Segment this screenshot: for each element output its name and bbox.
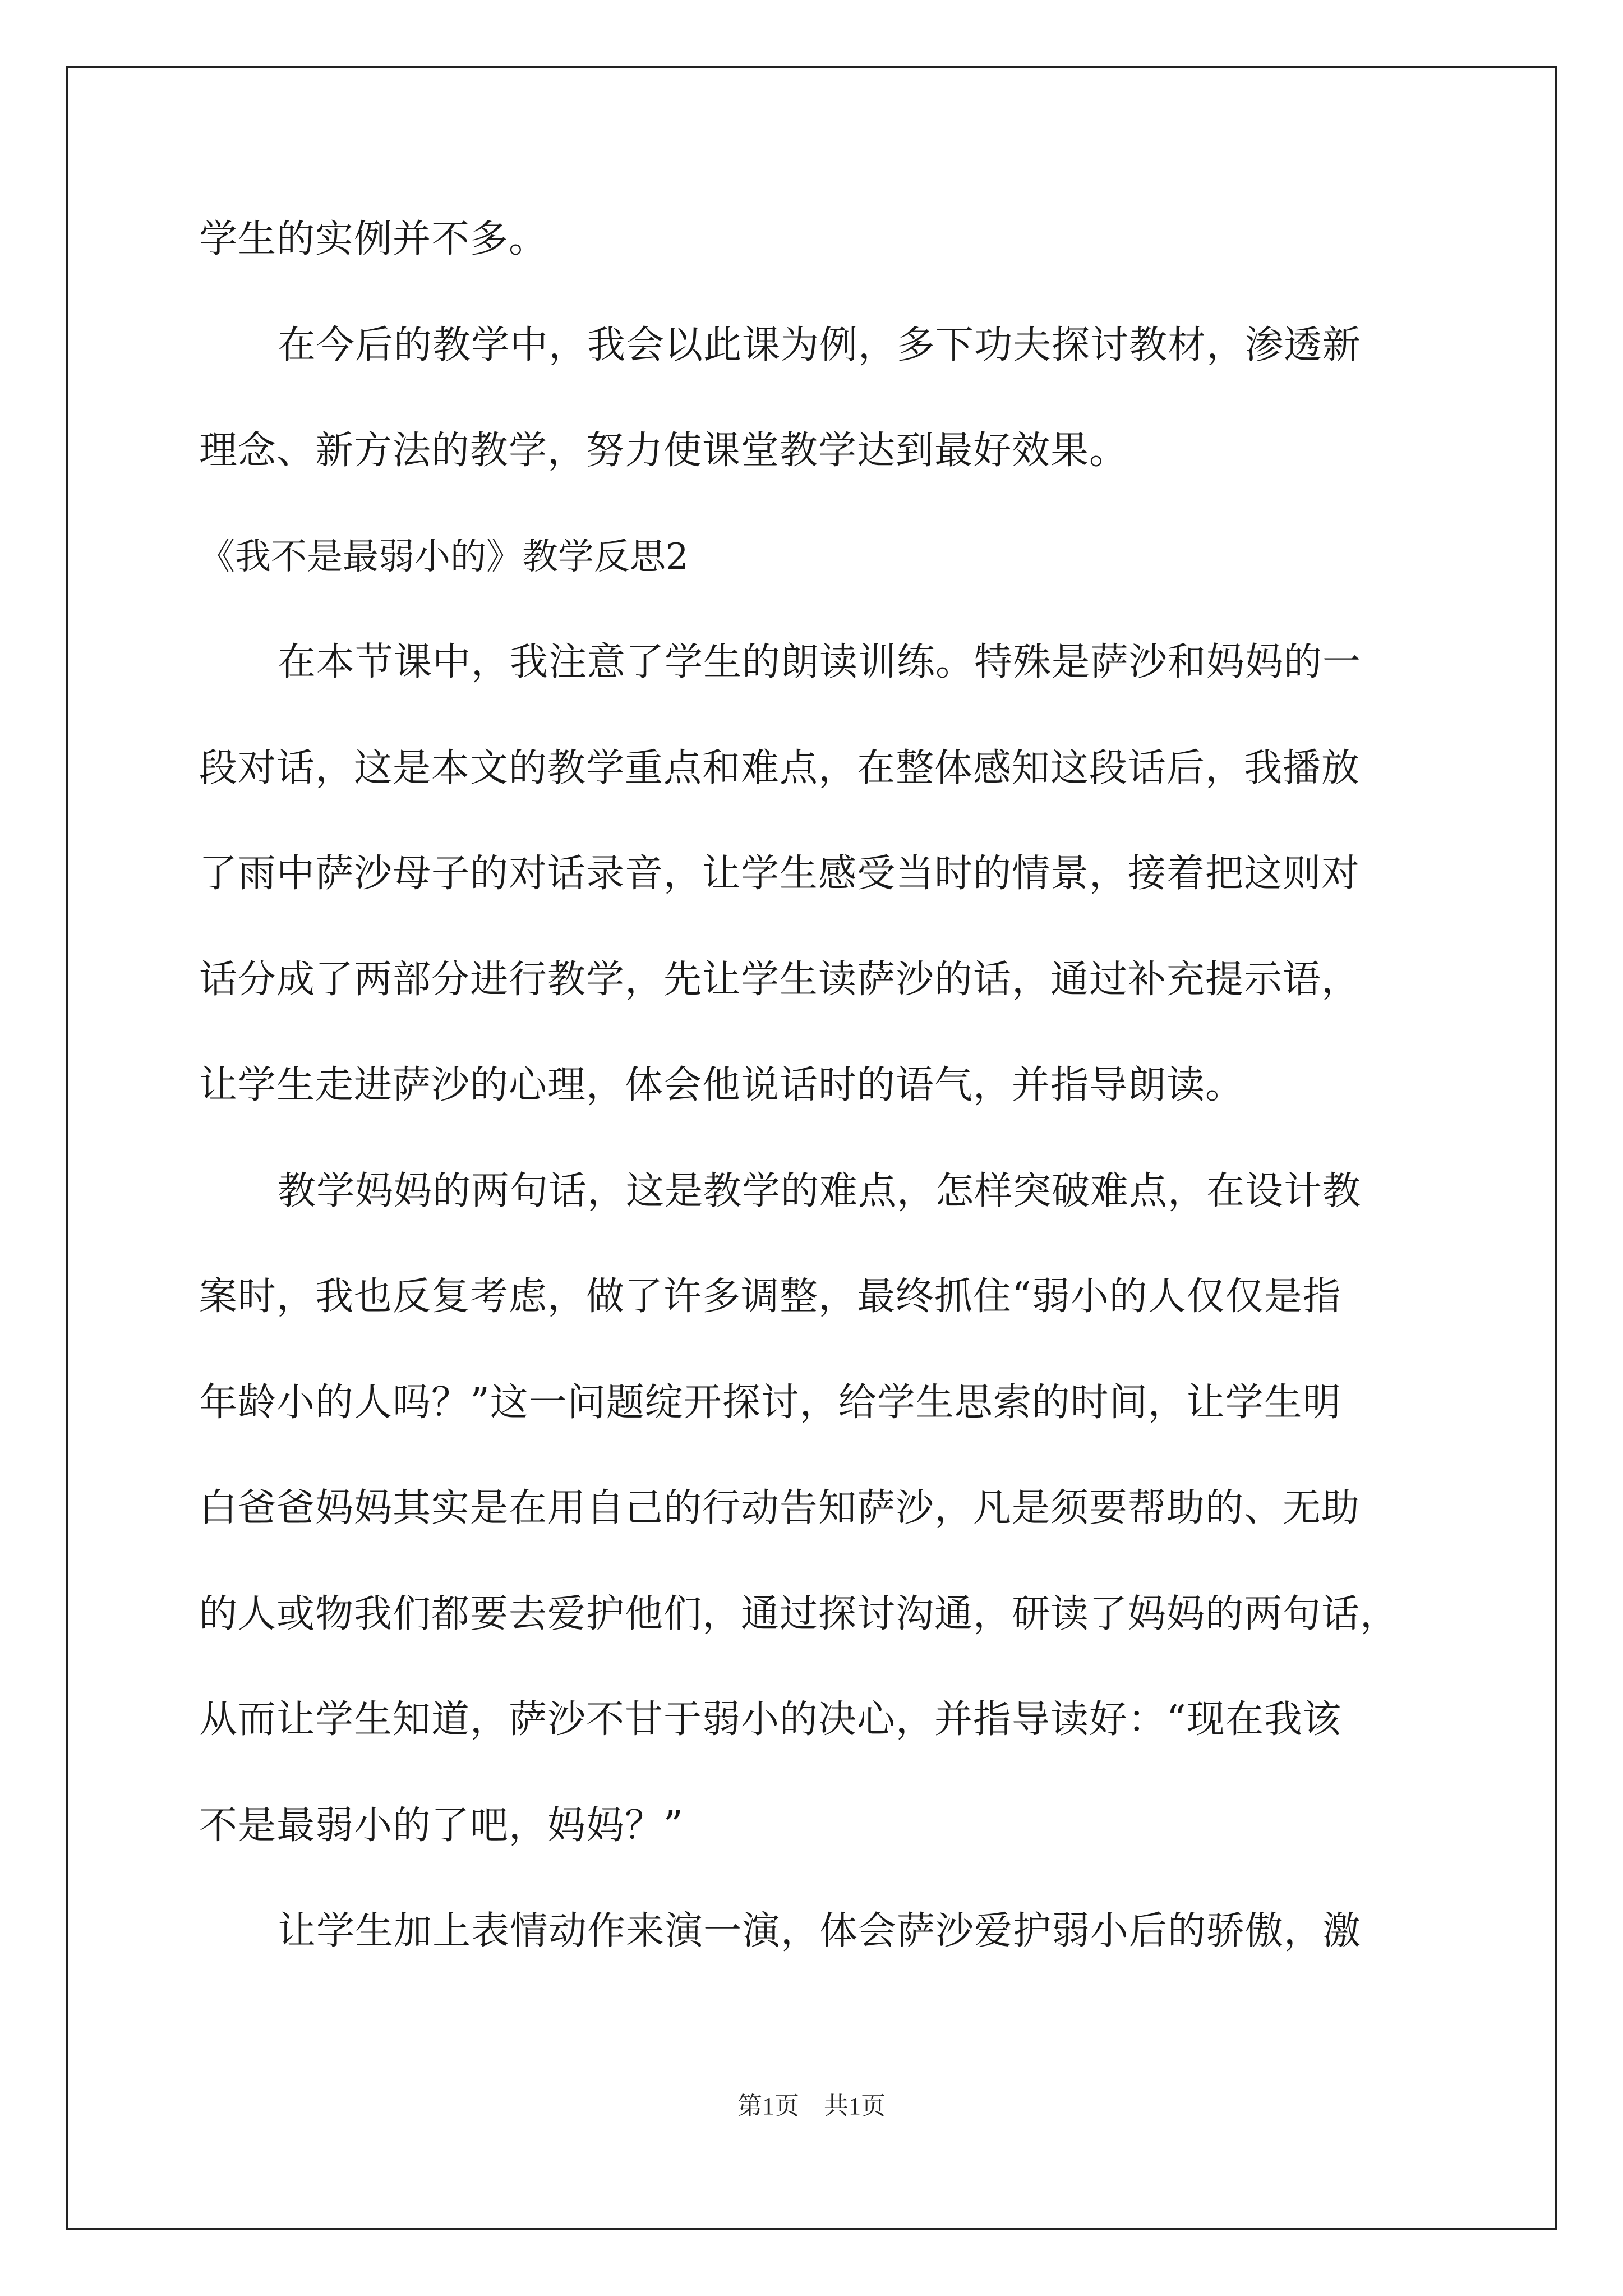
text-line: 学生的实例并不多。 bbox=[199, 217, 548, 261]
paragraph-start: 在今后的教学中，我会以此课为例，多下功夫探讨教材，渗透新 bbox=[278, 323, 1362, 367]
section-title: 《我不是最弱小的》教学反思2 bbox=[199, 536, 689, 578]
paragraph-start: 在本节课中，我注意了学生的朗读训练。特殊是萨沙和妈妈的一 bbox=[278, 640, 1362, 684]
paragraph-start: 让学生加上表情动作来演一演，体会萨沙爱护弱小后的骄傲，激 bbox=[278, 1909, 1362, 1953]
text-line: 的人或物我们都要去爱护他们，通过探讨沟通，研读了妈妈的两句话， bbox=[199, 1591, 1399, 1636]
paragraph-start: 教学妈妈的两句话，这是教学的难点，怎样突破难点，在设计教 bbox=[278, 1168, 1362, 1213]
document-body bbox=[199, 213, 1433, 2011]
text-line: 年龄小的人吗？”这一问题绽开探讨，给学生思索的时间，让学生明 bbox=[199, 1380, 1341, 1425]
text-line: 不是最弱小的了吧，妈妈？” bbox=[199, 1803, 684, 1848]
page-number-footer: 第1页 共1页 bbox=[737, 2092, 886, 2120]
text-line: 白爸爸妈妈其实是在用自己的行动告知萨沙，凡是须要帮助的、无助 bbox=[199, 1486, 1361, 1530]
text-line: 让学生走进萨沙的心理，体会他说话时的语气，并指导朗读。 bbox=[199, 1063, 1244, 1107]
text-line: 了雨中萨沙母子的对话录音，让学生感受当时的情景，接着把这则对 bbox=[199, 852, 1361, 896]
text-line: 案时，我也反复考虑，做了许多调整，最终抓住“弱小的人仅仅是指 bbox=[199, 1274, 1341, 1319]
text-line: 理念、新方法的教学，努力使课堂教学达到最好效果。 bbox=[199, 429, 1128, 473]
text-line: 话分成了两部分进行教学，先让学生读萨沙的话，通过补充提示语， bbox=[199, 957, 1361, 1002]
text-line: 段对话，这是本文的教学重点和难点，在整体感知这段话后，我播放 bbox=[199, 746, 1361, 790]
text-line: 从而让学生知道，萨沙不甘于弱小的决心，并指导读好：“现在我该 bbox=[199, 1697, 1341, 1742]
